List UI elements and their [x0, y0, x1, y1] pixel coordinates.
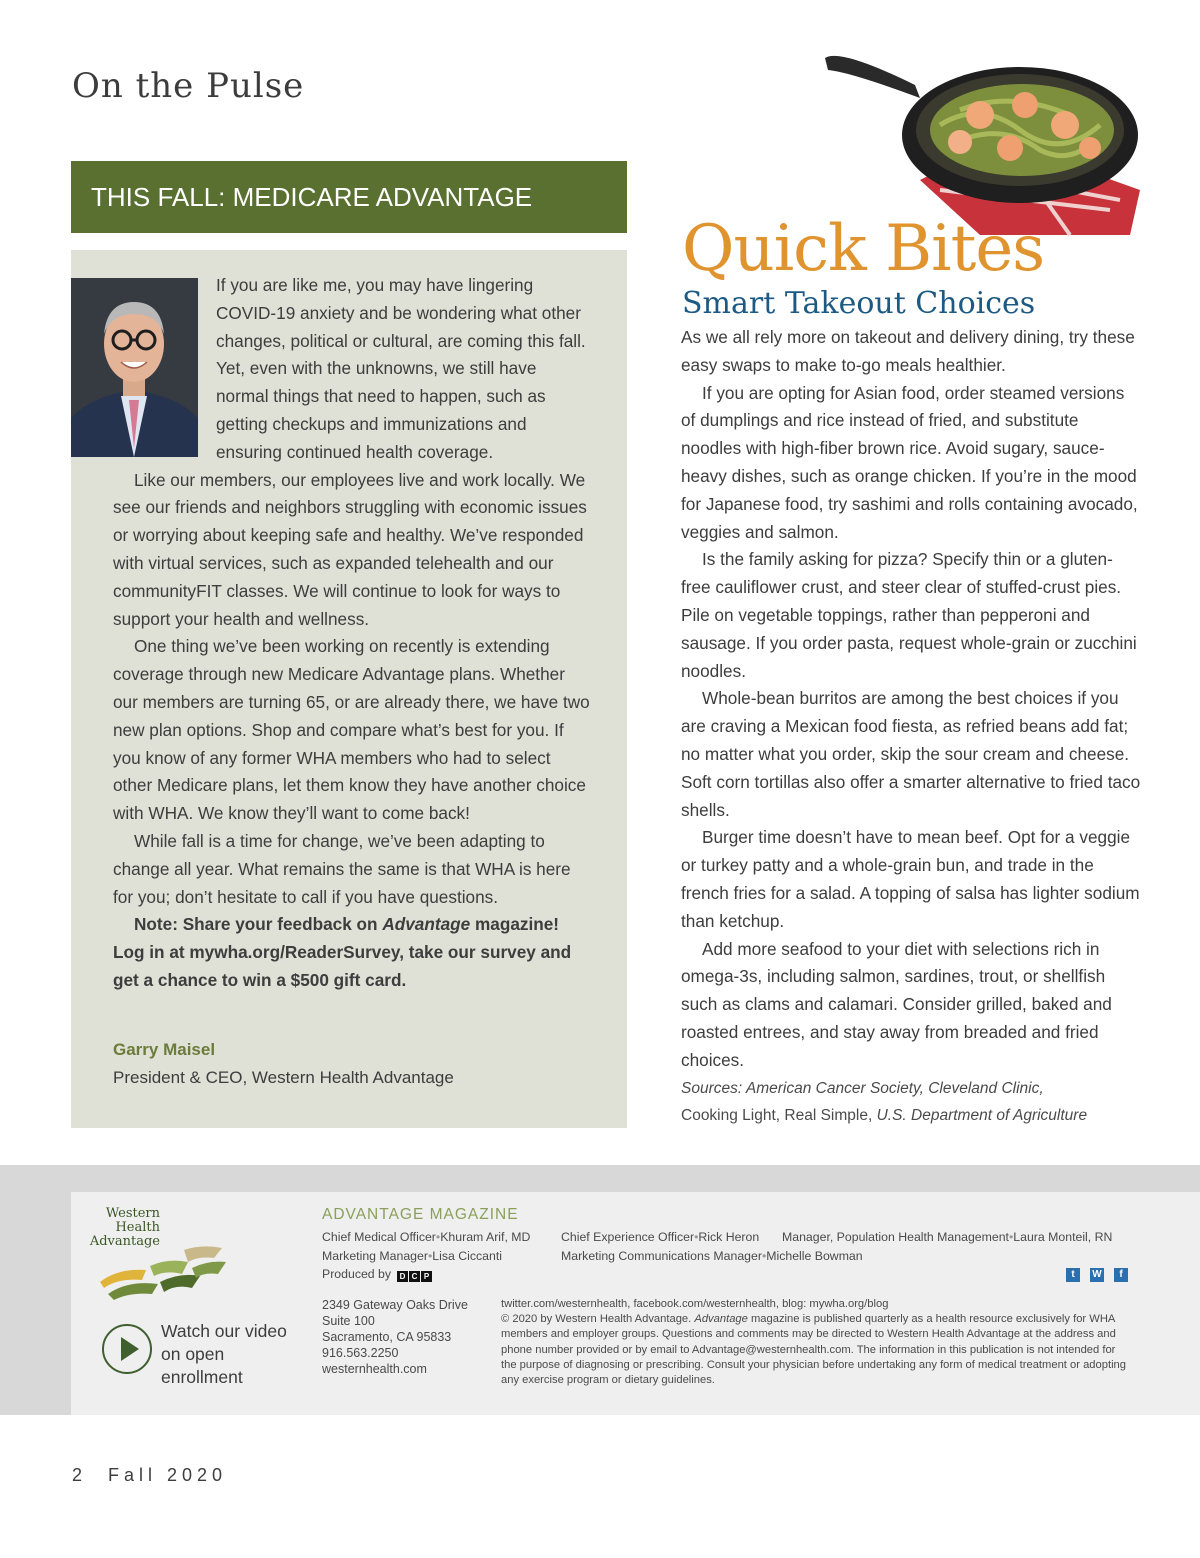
letter-paragraph: If you are like me, you may have lingering COVID-19 anxiety and be wondering what other changes, political or cultural, are coming this fall. Yet, even with the unknowns, we still have normal things that need to happen, such as getting checkups and immunizations and ensuring continued health coverage.	[216, 275, 586, 462]
copyright-a: © 2020 by Western Health Advantage.	[501, 1313, 695, 1326]
letter-paragraph: One thing we’ve been working on recently is extending coverage through new Medicare Advantage plans. Whether our members are turning 65, or are already there, we have two new plan options. Shop and compare what’s best for you. If you know of any former WHA members who had to select other Medicare plans, let them know they have another choice with WHA. We know they’ll want to come back!	[113, 636, 590, 824]
produced-by-label: Produced by	[322, 1267, 392, 1281]
legal-block	[501, 1297, 1131, 1388]
quick-bites-body	[681, 324, 1141, 1130]
survey-note-magazine: Advantage	[382, 914, 471, 935]
signature-title: President & CEO, Western Health Advantage	[113, 1068, 454, 1087]
copyright-notice	[501, 1312, 1131, 1388]
open-enrollment-video-link[interactable]: Watch our video on open enrollment	[161, 1321, 287, 1387]
address-line: Sacramento, CA 95833	[322, 1330, 452, 1344]
staff-name: Michelle Bowman	[766, 1249, 863, 1263]
staff-name: Khuram Arif, MD	[440, 1230, 531, 1244]
phone-number: 916.563.2250	[322, 1346, 399, 1360]
issue-label: Fall 2020	[108, 1465, 228, 1485]
page-footer	[72, 1465, 227, 1486]
dcp-logo	[397, 1268, 433, 1282]
letter-paragraph: While fall is a time for change, we’ve been adapting to change all year. What remains the same is that WHA is here for you; don’t hesitate to call if you have questions.	[113, 830, 571, 907]
staff-cmo: Chief Medical Officer•Khuram Arif, MD	[322, 1230, 531, 1244]
staff-name: Rick Heron	[698, 1230, 760, 1244]
social-links[interactable]: twitter.com/westernhealth, facebook.com/westernhealth, blog: mywha.org/blog	[501, 1298, 889, 1310]
staff-mm: Marketing Manager•Lisa Ciccanti	[322, 1249, 502, 1263]
address-line: Suite 100	[322, 1314, 375, 1328]
letter-paragraph: Like our members, our employees live and work locally. We see our friends and neighbors struggling with economic issues or worrying about keeping safe and healthy. We’ve responded with virtual services, such as expanded telehealth and our communityFIT classes. We will continue to look for ways to support your health and wellness.	[113, 469, 587, 629]
produced-by	[322, 1267, 433, 1282]
dcp-letter: P	[421, 1271, 432, 1282]
staff-name: Laura Monteil, RN	[1013, 1230, 1113, 1244]
website-link[interactable]: westernhealth.com	[322, 1362, 427, 1376]
mailing-address	[322, 1297, 468, 1377]
wordpress-icon[interactable]: W	[1090, 1268, 1104, 1282]
sources	[681, 1075, 1141, 1131]
logo-line: Health	[115, 1220, 160, 1235]
signature-name: Garry Maisel	[113, 1040, 216, 1059]
quick-bites-paragraph: Burger time doesn’t have to mean beef. Opt for a veggie or turkey patty and a whole-grain bun, and trade in the french fries for a salad. A topping of salsa has lighter sodium than ketchup.	[681, 827, 1140, 931]
quick-bites-paragraph: As we all rely more on takeout and delivery dining, try these easy swaps to make to-go meals healthier.	[681, 327, 1135, 375]
section-title: On the Pulse	[72, 66, 305, 106]
logo-line: Western	[105, 1206, 160, 1221]
dcp-letter: C	[409, 1271, 420, 1282]
skillet-illustration	[810, 30, 1160, 240]
staff-phm: Manager, Population Health Management•Laura Monteil, RN	[782, 1230, 1113, 1244]
survey-note	[113, 911, 593, 994]
copyright-b: magazine is published quarterly as a health resource exclusively for WHA members and employer groups. Questions and comments may be directed to Western Health Advantage at the address and phone number provided or by email to Advantage@westernhealth.com. The information in this publication is not intended for the purpose of diagnosing or prescribing. Consult your physician before undertaking any form of medical treatment or adopting any exercise program or dietary guidelines.	[501, 1313, 1126, 1387]
quick-bites-subtitle: Smart Takeout Choices	[682, 286, 1036, 321]
staff-role: Chief Experience Officer	[561, 1230, 695, 1244]
play-video-icon[interactable]	[101, 1323, 153, 1375]
quick-bites-title: Quick Bites	[682, 212, 1045, 286]
letter-banner: THIS FALL: MEDICARE ADVANTAGE	[71, 161, 627, 233]
survey-note-suffix: magazine! Log in at mywha.org/ReaderSurvey, take our survey and get a chance to win a $500 gift card.	[113, 914, 572, 990]
address-line: 2349 Gateway Oaks Drive	[322, 1298, 468, 1312]
staff-role: Marketing Communications Manager	[561, 1249, 762, 1263]
staff-cxo: Chief Experience Officer•Rick Heron	[561, 1230, 760, 1244]
staff-role: Chief Medical Officer	[322, 1230, 436, 1244]
survey-note-prefix: Note: Share your feedback on	[134, 914, 383, 935]
staff-mcm: Marketing Communications Manager•Michelle Bowman	[561, 1249, 863, 1263]
quick-bites-paragraph: If you are opting for Asian food, order steamed versions of dumplings and rice instead of fried, and substitute noodles with high-fiber brown rice. Avoid sugary, sauce-heavy dishes, such as orange chicken. If you’re in the mood for Japanese food, try sashimi and rolls containing avocado, veggies and salmon.	[681, 382, 1138, 542]
staff-name: Lisa Ciccanti	[432, 1249, 502, 1263]
letter-body	[113, 272, 593, 995]
magazine-heading: ADVANTAGE MAGAZINE	[322, 1206, 519, 1223]
quick-bites-paragraph: Is the family asking for pizza? Specify thin or a gluten-free cauliflower crust, and steer clear of stuffed-crust pies. Pile on vegetable toppings, rather than pepperoni and sausage. If you order pasta, request whole-grain or zucchini noodles.	[681, 549, 1137, 681]
copyright-magazine: Advantage	[694, 1313, 748, 1326]
staff-role: Marketing Manager	[322, 1249, 428, 1263]
staff-role: Manager, Population Health Management	[782, 1230, 1009, 1244]
logo-line: Advantage	[89, 1234, 160, 1249]
sources-line-1: Sources: American Cancer Society, Cleveland Clinic,	[681, 1079, 1044, 1097]
facebook-icon[interactable]: f	[1114, 1268, 1128, 1282]
quick-bites-paragraph: Add more seafood to your diet with selections rich in omega-3s, including salmon, sardines, trout, or shellfish such as clams and calamari. Consider grilled, baked and roasted entrees, and stay away from breaded and fried choices.	[681, 938, 1112, 1070]
page-number: 2	[72, 1465, 83, 1485]
dcp-letter: D	[397, 1271, 408, 1282]
twitter-icon[interactable]: t	[1066, 1268, 1080, 1282]
wha-logo-text	[88, 1207, 160, 1249]
sources-line-3: U.S. Department of Agriculture	[872, 1107, 1088, 1125]
sources-line-2: Cooking Light, Real Simple,	[681, 1107, 873, 1125]
quick-bites-paragraph: Whole-bean burritos are among the best choices if you are craving a Mexican food fiesta, as refried beans add fat; no matter what you order, skip the sour cream and cheese. Soft corn tortillas also offer a smarter alternative to fried taco shells.	[681, 688, 1141, 820]
